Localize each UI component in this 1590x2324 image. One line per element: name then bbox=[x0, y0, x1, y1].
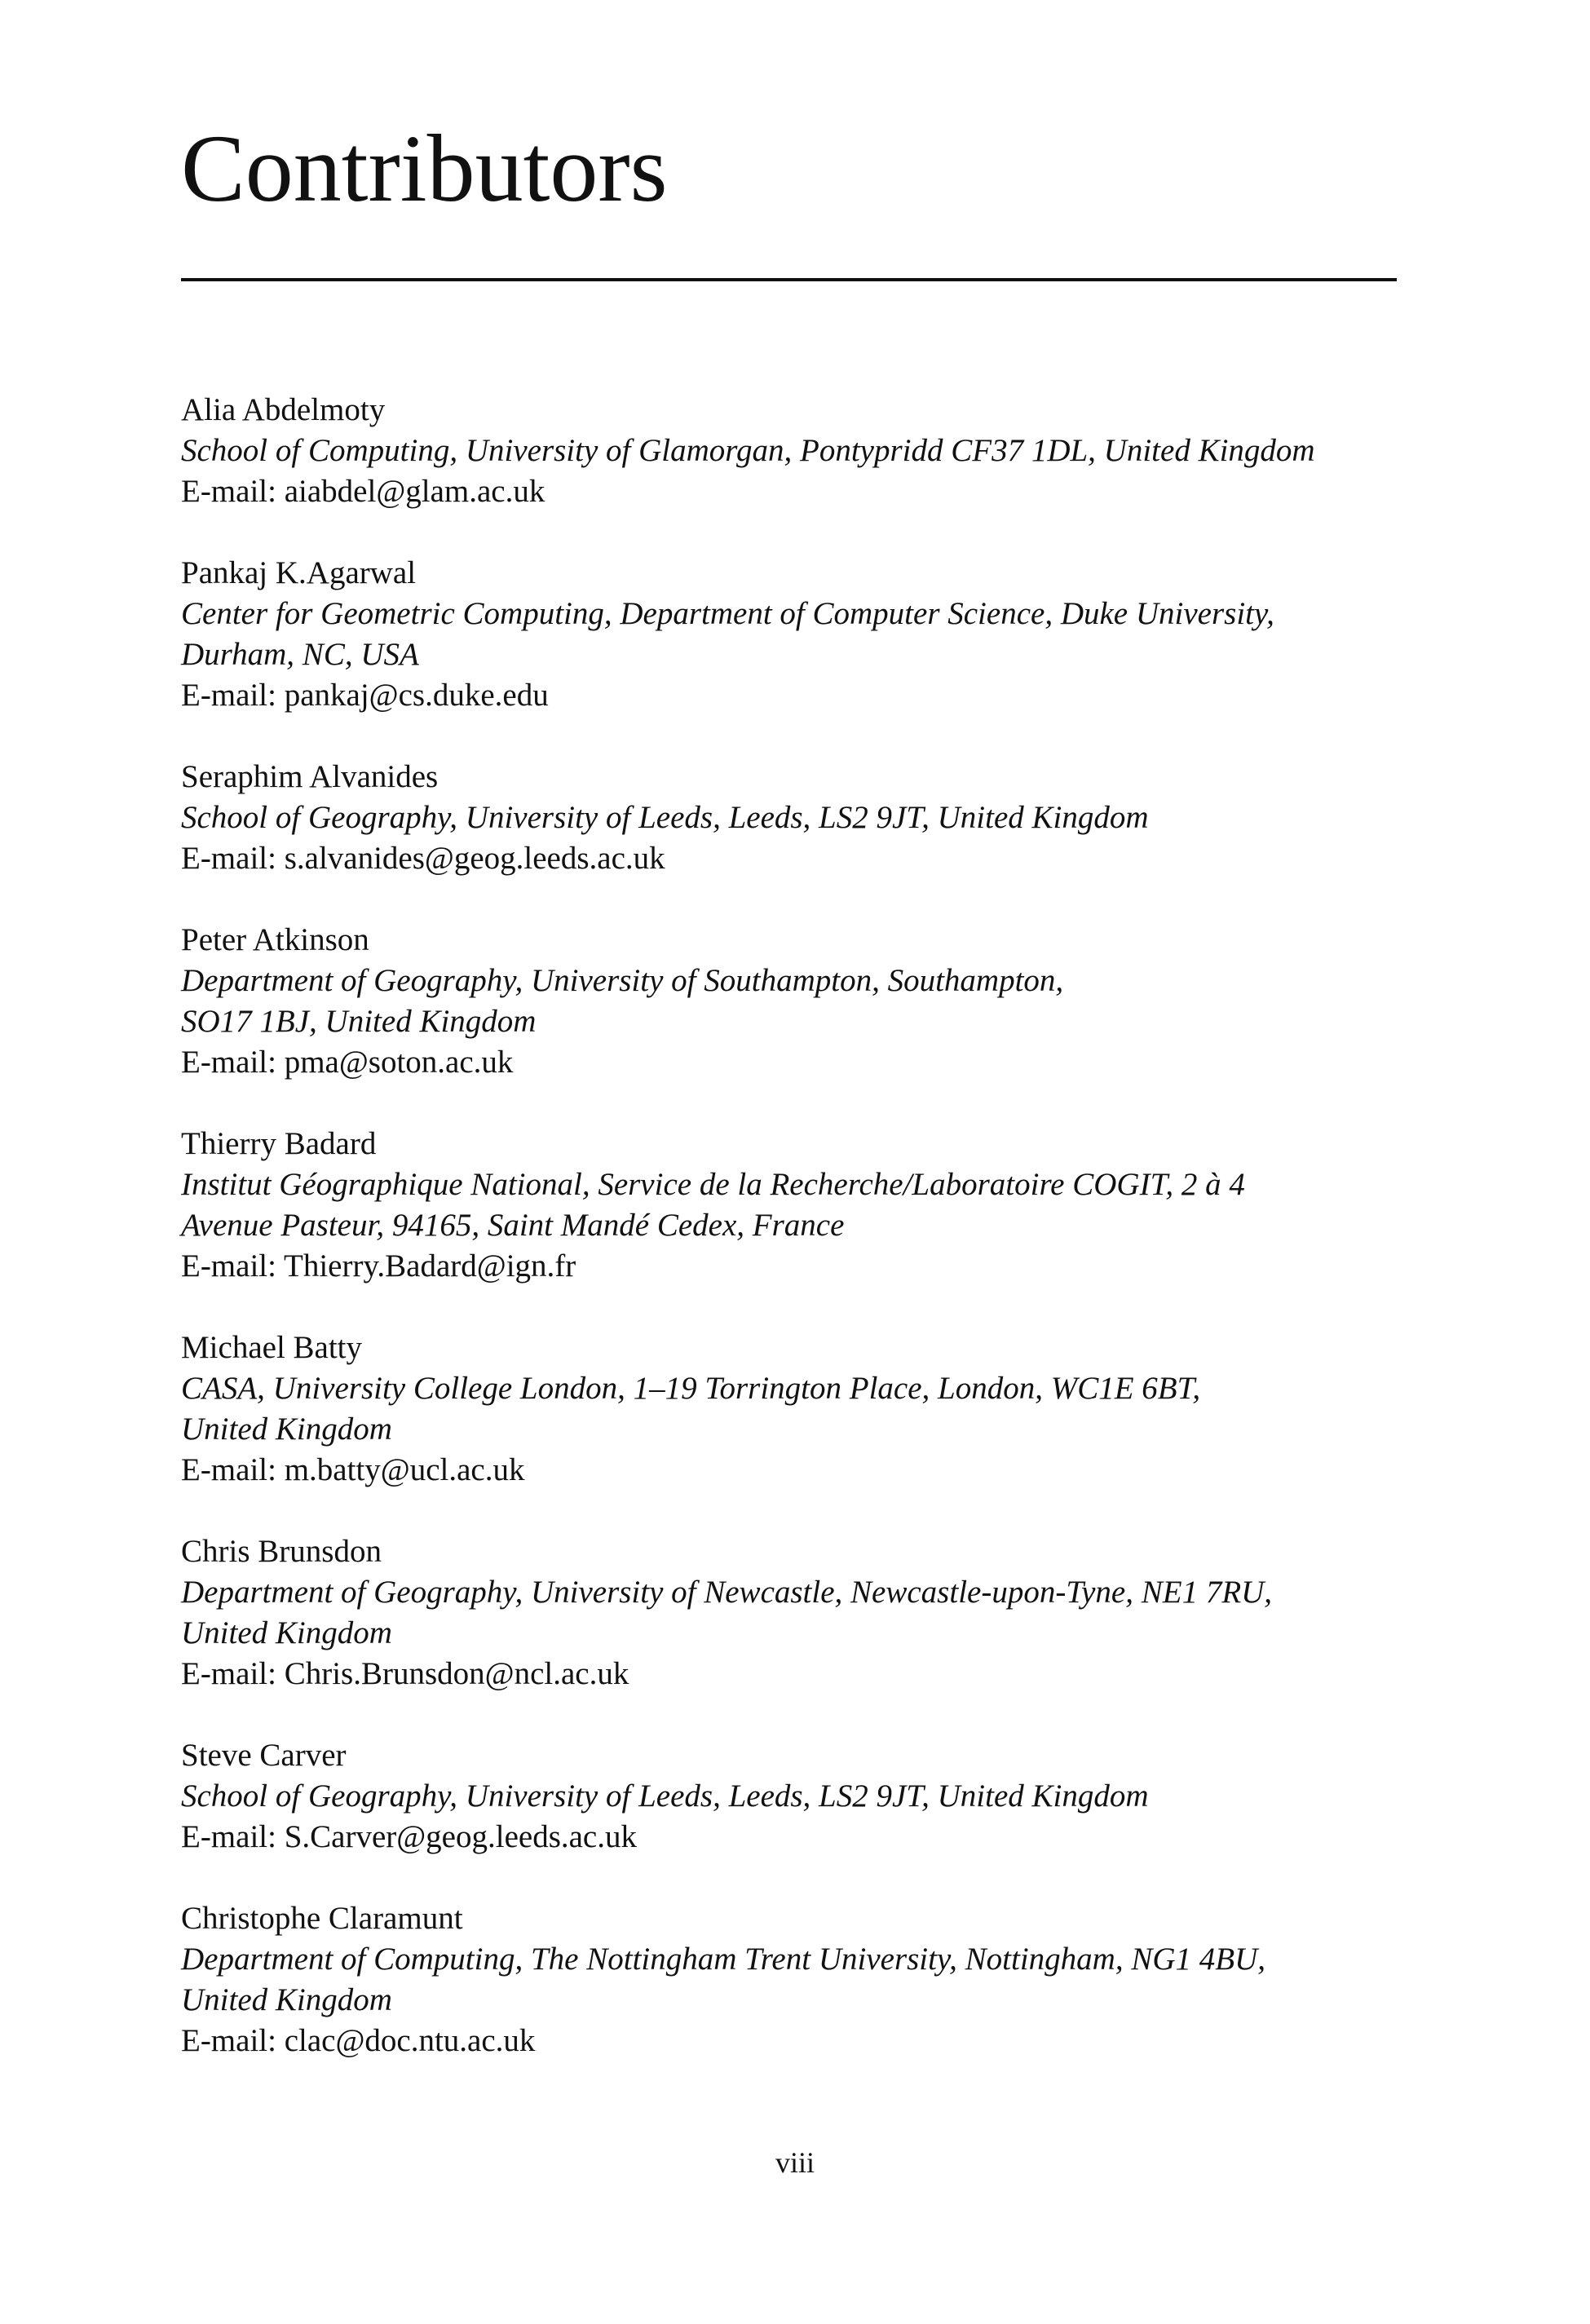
contributor-entry bbox=[181, 390, 1404, 512]
contributor-name: Christophe Claramunt bbox=[181, 1901, 463, 1936]
contributor-affiliation-line: CASA, University College London, 1–19 Torrington Place, London, WC1E 6BT, bbox=[181, 1371, 1201, 1406]
contributor-email: E-mail: s.alvanides@geog.leeds.ac.uk bbox=[181, 841, 665, 876]
contributor-name: Steve Carver bbox=[181, 1738, 347, 1773]
contributor-affiliation-line: Department of Geography, University of Southampton, Southampton, bbox=[181, 963, 1064, 998]
contributor-entry bbox=[181, 920, 1404, 1083]
contributor-affiliation-line: School of Geography, University of Leeds, Leeds, LS2 9JT, United Kingdom bbox=[181, 800, 1149, 835]
contributor-entry bbox=[181, 1328, 1404, 1491]
title-divider bbox=[181, 278, 1397, 281]
contributor-email: E-mail: aiabdel@glam.ac.uk bbox=[181, 474, 545, 509]
contributor-affiliation-line: United Kingdom bbox=[181, 1982, 392, 2017]
contributor-email: E-mail: clac@doc.ntu.ac.uk bbox=[181, 2023, 536, 2058]
page-number: viii bbox=[775, 2146, 815, 2179]
contributor-email: E-mail: S.Carver@geog.leeds.ac.uk bbox=[181, 1819, 637, 1854]
contributor-list bbox=[181, 390, 1404, 2102]
contributor-email: E-mail: pma@soton.ac.uk bbox=[181, 1045, 514, 1080]
contributor-email: E-mail: m.batty@ucl.ac.uk bbox=[181, 1452, 525, 1487]
contributor-entry bbox=[181, 1124, 1404, 1287]
contributor-affiliation-line: School of Geography, University of Leeds, Leeds, LS2 9JT, United Kingdom bbox=[181, 1778, 1149, 1814]
contributor-affiliation-line: United Kingdom bbox=[181, 1412, 392, 1447]
contributor-email: E-mail: Thierry.Badard@ign.fr bbox=[181, 1248, 576, 1284]
contributor-email: E-mail: Chris.Brunsdon@ncl.ac.uk bbox=[181, 1656, 629, 1691]
contributor-affiliation-line: Durham, NC, USA bbox=[181, 637, 419, 672]
contributor-affiliation-line: SO17 1BJ, United Kingdom bbox=[181, 1004, 537, 1039]
contributor-name: Pankaj K.Agarwal bbox=[181, 555, 417, 590]
contributor-entry bbox=[181, 1735, 1404, 1858]
contributor-affiliation-line: Department of Geography, University of Newcastle, Newcastle-upon-Tyne, NE1 7RU, bbox=[181, 1575, 1273, 1610]
contributor-name: Peter Atkinson bbox=[181, 922, 369, 957]
contributor-name: Alia Abdelmoty bbox=[181, 392, 386, 427]
page-title: Contributors bbox=[181, 115, 668, 222]
contributor-affiliation-line: Avenue Pasteur, 94165, Saint Mandé Cedex, France bbox=[181, 1208, 845, 1243]
contributor-affiliation-line: Center for Geometric Computing, Department of Computer Science, Duke University, bbox=[181, 596, 1274, 631]
contributor-affiliation-line: Institut Géographique National, Service de la Recherche/Laboratoire COGIT, 2 à 4 bbox=[181, 1167, 1245, 1202]
contributor-entry bbox=[181, 553, 1404, 716]
contributor-email: E-mail: pankaj@cs.duke.edu bbox=[181, 678, 549, 713]
contributor-entry bbox=[181, 757, 1404, 879]
contributor-entry bbox=[181, 1898, 1404, 2061]
contributor-name: Michael Batty bbox=[181, 1330, 363, 1365]
contributor-name: Thierry Badard bbox=[181, 1126, 377, 1161]
contributor-name: Seraphim Alvanides bbox=[181, 759, 439, 794]
contributor-name: Chris Brunsdon bbox=[181, 1534, 382, 1569]
contributor-affiliation-line: Department of Computing, The Nottingham Trent University, Nottingham, NG1 4BU, bbox=[181, 1942, 1265, 1977]
contributor-affiliation-line: School of Computing, University of Glamorgan, Pontypridd CF37 1DL, United Kingdom bbox=[181, 433, 1315, 468]
contributor-entry bbox=[181, 1531, 1404, 1694]
contributor-affiliation-line: United Kingdom bbox=[181, 1615, 392, 1650]
